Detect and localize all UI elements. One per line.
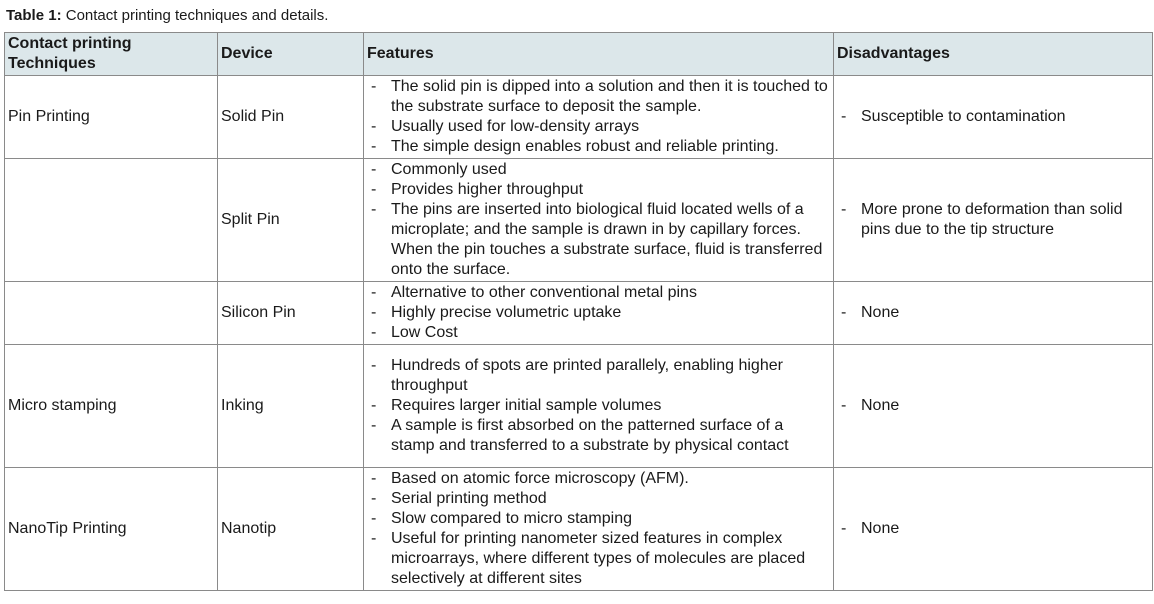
- table-row: [5, 282, 1153, 345]
- device-cell: Silicon Pin: [218, 282, 364, 345]
- feature-item: - The simple design enables robust and reliable printing.: [371, 137, 830, 157]
- feature-item: - Highly precise volumetric uptake: [371, 303, 830, 323]
- disadvantages-cell: [834, 345, 1153, 468]
- features-list: [367, 282, 830, 344]
- disadvantage-item: - None: [841, 396, 1149, 416]
- technique-cell: [5, 159, 218, 282]
- features-list: [367, 76, 830, 158]
- technique-cell: Pin Printing: [5, 76, 218, 159]
- disadvantage-item: - None: [841, 519, 1149, 539]
- feature-item: - Based on atomic force microscopy (AFM).: [371, 469, 830, 489]
- features-cell: [364, 76, 834, 159]
- device-cell: Nanotip: [218, 468, 364, 591]
- table-row: [5, 468, 1153, 591]
- features-list: [367, 355, 830, 457]
- feature-item: - Serial printing method: [371, 489, 830, 509]
- caption-text: Contact printing techniques and details.: [61, 7, 329, 24]
- features-cell: [364, 159, 834, 282]
- features-cell: [364, 282, 834, 345]
- feature-item: - Hundreds of spots are printed parallely, enabling higher throughput: [371, 356, 830, 396]
- disadvantage-item: - None: [841, 303, 1149, 323]
- feature-item: - A sample is first absorbed on the patterned surface of a stamp and transferred to a substrate by physical contact: [371, 416, 830, 456]
- feature-item: - Useful for printing nanometer sized features in complex microarrays, where different types of molecules are placed selectively at different sites: [371, 529, 830, 589]
- feature-item: - Usually used for low-density arrays: [371, 117, 830, 137]
- feature-item: - Provides higher throughput: [371, 180, 830, 200]
- features-cell: [364, 468, 834, 591]
- header-disadvantages: Disadvantages: [834, 33, 1153, 76]
- feature-item: - Requires larger initial sample volumes: [371, 396, 830, 416]
- technique-cell: [5, 282, 218, 345]
- disadvantages-list: [837, 199, 1149, 241]
- disadvantage-item: - More prone to deformation than solid pins due to the tip structure: [841, 200, 1149, 240]
- feature-item: - Commonly used: [371, 160, 830, 180]
- feature-item: - Slow compared to micro stamping: [371, 509, 830, 529]
- header-technique: Contact printing Techniques: [5, 33, 218, 76]
- table-row: [5, 159, 1153, 282]
- disadvantages-list: [837, 302, 1149, 324]
- disadvantage-item: - Susceptible to contamination: [841, 107, 1149, 127]
- disadvantages-list: [837, 518, 1149, 540]
- table-caption: [6, 6, 328, 26]
- features-cell: [364, 345, 834, 468]
- features-list: [367, 468, 830, 590]
- disadvantages-cell: [834, 282, 1153, 345]
- feature-item: - Alternative to other conventional metal pins: [371, 283, 830, 303]
- device-cell: Solid Pin: [218, 76, 364, 159]
- device-cell: Inking: [218, 345, 364, 468]
- table-row: [5, 345, 1153, 468]
- caption-label: Table 1:: [6, 7, 62, 24]
- header-row: [5, 33, 1153, 76]
- features-list: [367, 159, 830, 281]
- disadvantages-cell: [834, 76, 1153, 159]
- feature-item: - The solid pin is dipped into a solution and then it is touched to the substrate surface to deposit the sample.: [371, 77, 830, 117]
- disadvantages-list: [837, 395, 1149, 417]
- header-device: Device: [218, 33, 364, 76]
- technique-cell: Micro stamping: [5, 345, 218, 468]
- device-cell: Split Pin: [218, 159, 364, 282]
- disadvantages-cell: [834, 468, 1153, 591]
- technique-cell: NanoTip Printing: [5, 468, 218, 591]
- feature-item: - The pins are inserted into biological fluid located wells of a microplate; and the sample is drawn in by capillary forces. When the pin touches a substrate surface, fluid is transferred onto the surface.: [371, 200, 830, 280]
- disadvantages-list: [837, 106, 1149, 128]
- disadvantages-cell: [834, 159, 1153, 282]
- feature-item: - Low Cost: [371, 323, 830, 343]
- contact-printing-table: [4, 32, 1153, 591]
- table-row: [5, 76, 1153, 159]
- header-features: Features: [364, 33, 834, 76]
